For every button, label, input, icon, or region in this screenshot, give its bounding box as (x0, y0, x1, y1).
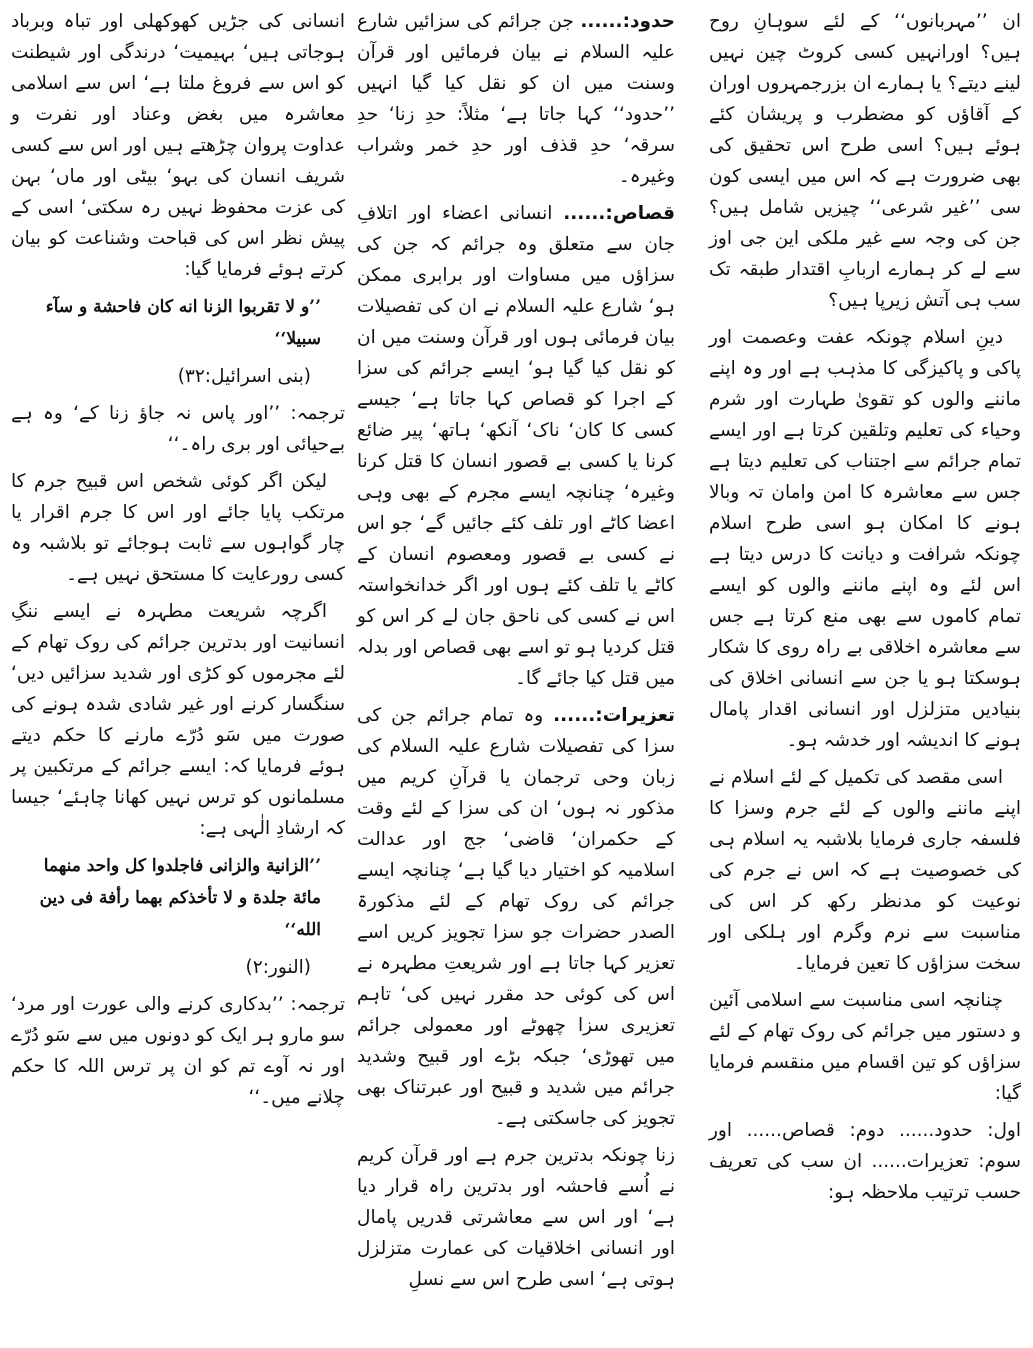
paragraph-qisas (357, 198, 675, 694)
column-left (11, 6, 345, 1342)
paragraph: ان ’’مہربانوں‘‘ کے لئے سوہانِ روح ہیں؟ اورانہیں کسی کروٹ چین نہیں لینے دیتے؟ یا ہمارے ان بزرجمہروں اوران کے آقاؤں کو مضطرب و پریشان کئے ہوئے ہیں؟ اسی طرح اس تحقیق کی بھی ضرورت ہے کہ اس میں ایسی کون سی ’’غیر شرعی‘‘ چیزیں شامل ہیں؟ جن کی وجہ سے غیر ملکی این جی اوز سے لے کر ہمارے اربابِ اقتدار طبقہ تک سب ہی آتش زیرپا ہیں؟ (709, 11, 1021, 311)
verse-reference: (النور:۲) (245, 957, 311, 978)
paragraph: دینِ اسلام چونکہ عفت وعصمت اور پاکی و پاکیزگی کا مذہب ہے اور وہ اپنے ماننے والوں کو تقویٰ طہارت اور شرم وحیاء کی تعلیم وتلقین کرتا ہے اور ایسے تمام جرائم سے اجتناب کی تعلیم دیتا ہے جس سے معاشرہ کا امن وامان تہ وبالا ہونے کا امکان ہو اسی طرح اسلام چونکہ شرافت و دیانت کا درس دیتا ہے اس لئے وہ اپنے ماننے والوں کو ایسے تمام کاموں سے بھی منع کرتا ہے جس سے معاشرہ اخلاقی بے راہ روی کا شکار ہوسکتا ہو یا جن سے انسانی اخلاق کی بنیادیں متزلزل اور انسانی اقدار پامال ہونے کا اندیشہ اور خدشہ ہو۔ (709, 327, 1021, 751)
verse-reference: (بنی اسرائیل:۳۲) (177, 366, 311, 387)
column-right (709, 6, 1021, 1342)
term-hudood: حدود:...... (580, 11, 675, 32)
paragraph: لیکن اگر کوئی شخص اس قبیح جرم کا مرتکب پایا جائے اور اس کا جرم اقرار یا چار گواہوں سے ثابت ہوجائے تو بلاشبہ وہ کسی رورعایت کا مستحق نہیں ہے۔ (11, 471, 345, 585)
column-middle (357, 6, 675, 1342)
paragraph-text: وہ تمام جرائم جن کی سزا کی تفصیلات شارع علیہ السلام کی زبان وحی ترجمان یا قرآنِ کریم میں مذکور نہ ہوں‘ ان کی سزا کے لئے وقت کے حکمران‘ قاضی‘ جج اور عدالت اسلامیہ کو اختیار دیا گیا ہے‘ چنانچہ ایسے جرائم کی روک تھام کے لئے مذکورۃ الصدر حضرات جو سزا تجویز کریں اسے تعزیر کہا جاتا ہے اور شریعتِ مطہرہ نے اس کی کوئی حد مقرر نہیں کی‘ تاہم تعزیری سزا چھوٹے اور معمولی جرائم میں تھوڑی‘ جبکہ بڑے اور قبیح وشدید جرائم میں شدید و قبیح اور عبرتناک بھی تجویز کی جاسکتی ہے۔ (357, 705, 675, 1129)
paragraph: چنانچہ اسی مناسبت سے اسلامی آئین و دستور میں جرائم کی روک تھام کے لئے سزاؤں کو تین اقسام میں منقسم فرمایا گیا: (709, 990, 1021, 1104)
paragraph: اسی مقصد کی تکمیل کے لئے اسلام نے اپنے ماننے والوں کے لئے جرم وسزا کا فلسفہ جاری فرمایا بلاشبہ یہ اسلام ہی کی خصوصیت ہے کہ اس نے جرم کی نوعیت کو مدنظر رکھ کر اس کی مناسبت سے نرم وگرم اور ہلکی اور سخت سزاؤں کا تعین فرمایا۔ (709, 767, 1021, 974)
paragraph: انسانی کی جڑیں کھوکھلی اور تباہ وبرباد ہوجاتی ہیں‘ بہیمیت‘ درندگی اور شیطنت کو اس سے فروغ ملتا ہے‘ اس سے اسلامی معاشرہ میں بغض وعناد اور نفرت و عداوت پروان چڑھتے ہیں اور اس سے کسی شریف انسان کی بہو‘ بیٹی اور ماں‘ بہن کی عزت محفوظ نہیں رہ سکتی‘ اسی کے پیش نظر اس کی قباحت وشناعت کو بیان کرتے ہوئے فرمایا گیا: (11, 11, 345, 280)
translation: ترجمہ: ’’اور پاس نہ جاؤ زنا کے‘ وہ ہے بےحیائی اور بری راہ۔‘‘ (11, 403, 345, 455)
paragraph-hudood (357, 6, 675, 192)
term-qisas: قصاص:...... (563, 203, 675, 224)
quran-verse: ’’و لا تقربوا الزنا انه کان فاحشة و سآء سبیلا‘‘ (45, 297, 321, 349)
term-tazeerat: تعزیرات:...... (553, 705, 675, 726)
translation: ترجمہ: ’’بدکاری کرنے والی عورت اور مرد‘ سو مارو ہر ایک کو دونوں میں سے سَو دُرّے اور نہ آوے تم کو ان پر ترس اللہ کا حکم چلانے میں۔‘‘ (11, 994, 345, 1108)
paragraph: اول: حدود...... دوم: قصاص...... اور سوم: تعزیرات...... ان سب کی تعریف حسب ترتیب ملاحظہ ہو: (709, 1120, 1021, 1203)
paragraph-text: انسانی اعضاء اور اتلافِ جان سے متعلق وہ جرائم کہ جن کی سزاؤں میں مساوات اور برابری ممکن ہو‘ شارع علیہ السلام نے ان کی تفصیلات بیان فرمائی ہوں اور قرآن وسنت میں ان کو نقل کیا گیا ہو‘ ایسے جرائم کی سزا کے اجرا کو قصاص کہا جاتا ہے‘ جیسے کسی کا کان‘ ناک‘ آنکھ‘ ہاتھ‘ پیر ضائع کرنا یا کسی بے قصور انسان کا قتل کرنا وغیرہ‘ چنانچہ ایسے مجرم کے بھی وہی اعضا کاٹے اور تلف کئے جائیں گے‘ جو اس نے کسی بے قصور ومعصوم انسان کے کاٹے یا تلف کئے ہوں اور اگر خدانخواستہ اس نے کسی کی ناحق جان لے کر اس کو قتل کردیا ہو تو اسے بھی قصاص اور بدلہ میں قتل کیا جائے گا۔ (357, 203, 675, 689)
paragraph-tazeerat (357, 700, 675, 1134)
quran-verse: ’’الزانیة والزانی فاجلدوا کل واحد منهما مائة جلدة و لا تأخذکم بهما رأفة فی دین الله‘‘ (39, 856, 321, 940)
paragraph-text: جن جرائم کی سزائیں شارع علیہ السلام نے بیان فرمائیں اور قرآن وسنت میں ان کو نقل کیا گیا انہیں ’’حدود‘‘ کہا جاتا ہے‘ مثلاً: حدِ زنا‘ حدِ سرقہ‘ حدِ قذف اور حدِ خمر وشراب وغیرہ۔ (357, 11, 675, 187)
paragraph: زنا چونکہ بدترین جرم ہے اور قرآن کریم نے اُسے فاحشہ اور بدترین راہ قرار دیا ہے‘ اور اس سے معاشرتی قدریں پامال اور انسانی اخلاقیات کی عمارت متزلزل ہوتی ہے‘ اسی طرح اس سے نسلِ (357, 1145, 675, 1290)
paragraph: اگرچہ شریعت مطہرہ نے ایسے ننگِ انسانیت اور بدترین جرائم کی روک تھام کے لئے مجرموں کو کڑی اور شدید سزائیں دیں‘ سنگسار کرنے اور غیر شادی شدہ ہونے کی صورت میں سَو دُرّے مارنے کا حکم دیتے ہوئے فرمایا کہ: ایسے جرائم کے مرتکبین پر مسلمانوں کو ترس نہیں کھانا چاہئے‘ جیسا کہ ارشادِ الٰہی ہے: (11, 601, 345, 839)
